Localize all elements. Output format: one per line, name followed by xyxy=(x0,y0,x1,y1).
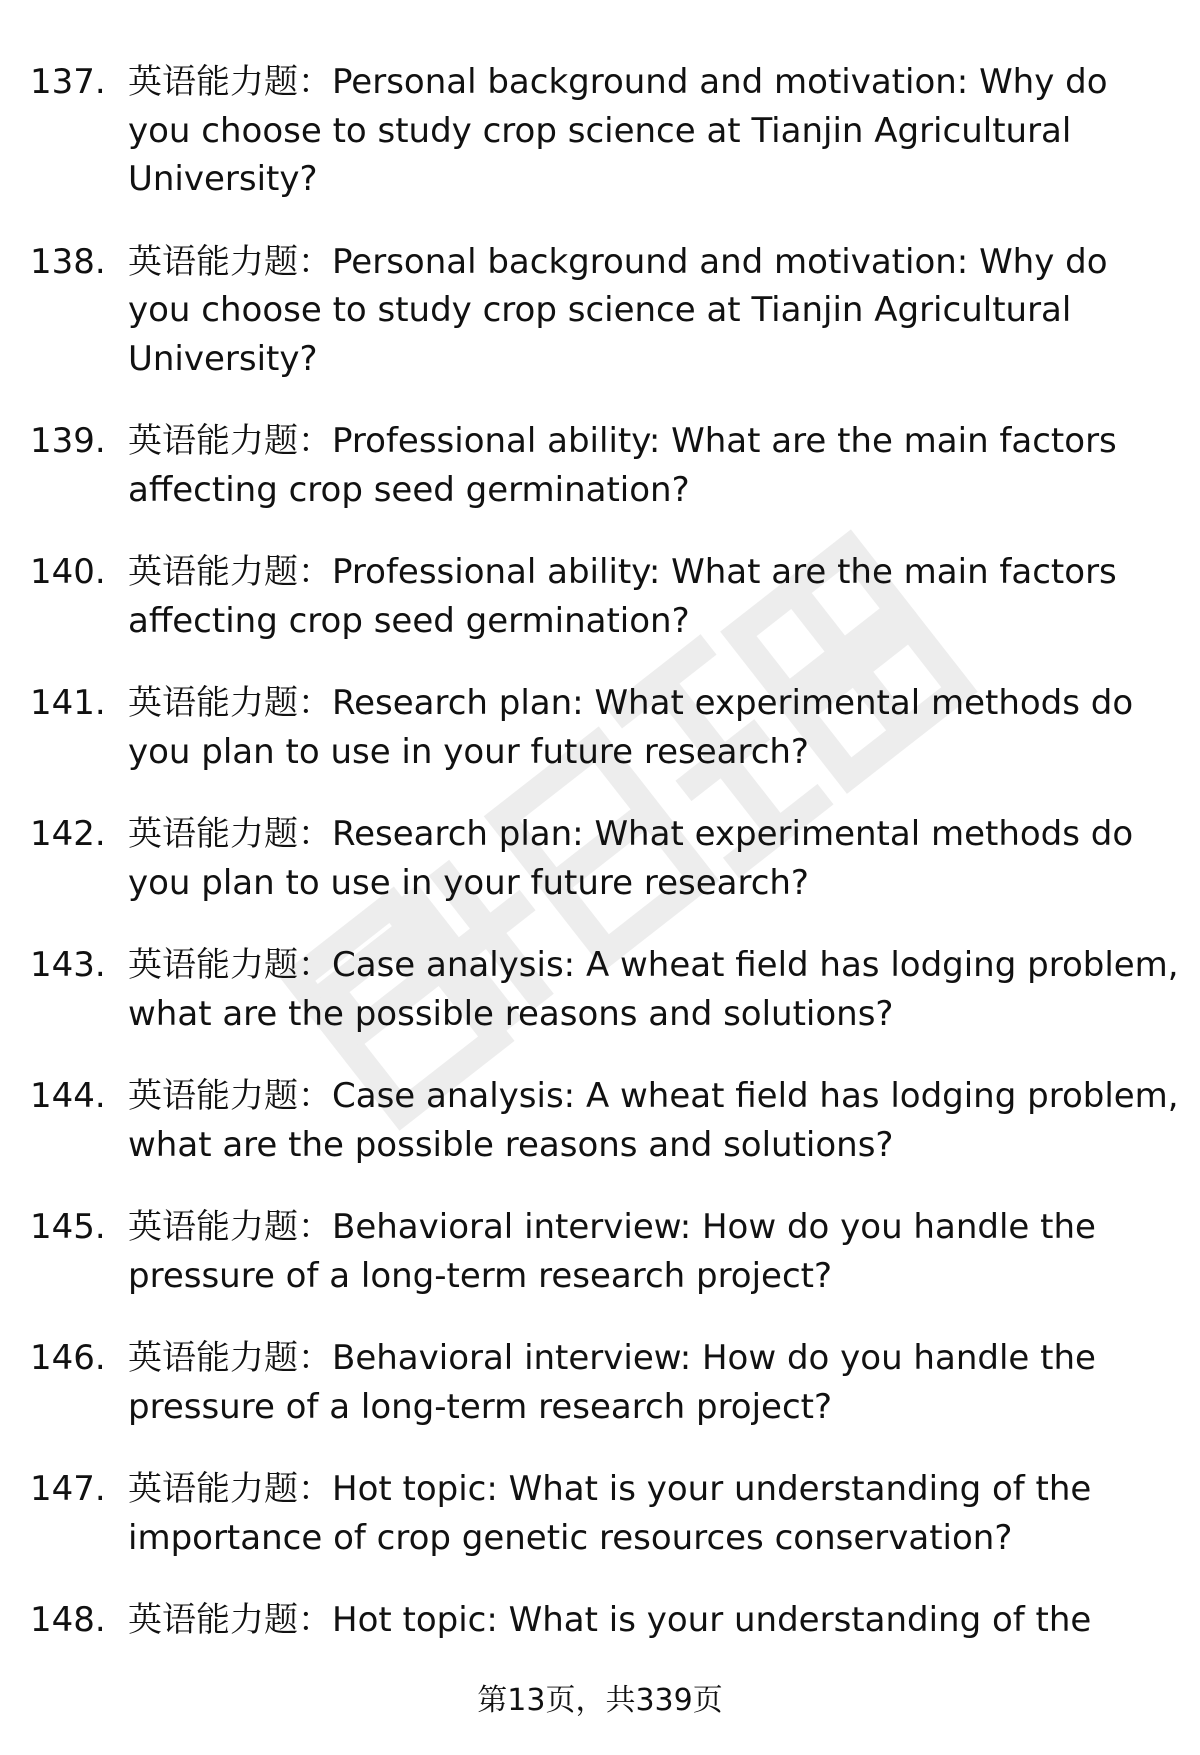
question-category: 英语能力题： xyxy=(128,945,332,985)
question-body xyxy=(128,1465,1180,1562)
question-text: Personal background and motivation: Why do you choose to study crop science at Tianjin Agricultural University? xyxy=(128,62,1108,199)
question-number: 138. xyxy=(30,241,106,282)
question-body xyxy=(128,679,1180,776)
question-category: 英语能力题： xyxy=(128,62,332,102)
question-body xyxy=(128,810,1180,907)
question-text: Research plan: What experimental methods do you plan to use in your future research? xyxy=(128,683,1134,772)
question-body xyxy=(128,238,1180,384)
question-category: 英语能力题： xyxy=(128,421,332,461)
question-category: 英语能力题： xyxy=(128,1600,332,1640)
question-number: 145. xyxy=(30,1207,106,1247)
question-text: Behavioral interview: How do you handle the pressure of a long-term research project? xyxy=(128,1338,1096,1427)
question-item xyxy=(30,1203,1180,1300)
question-category: 英语能力题： xyxy=(128,683,332,723)
question-item xyxy=(30,1334,1180,1431)
question-category: 英语能力题： xyxy=(128,1207,332,1247)
question-body xyxy=(128,1072,1180,1169)
question-category: 英语能力题： xyxy=(128,1076,332,1116)
question-item xyxy=(30,548,1180,645)
question-text: Case analysis: A wheat field has lodging problem, what are the possible reasons and solutions? xyxy=(128,945,1179,1034)
question-number: 143. xyxy=(30,945,106,985)
question-text: Professional ability: What are the main factors affecting crop seed germination? xyxy=(128,552,1117,641)
question-number: 141. xyxy=(30,683,106,723)
question-text: Personal background and motivation: Why do you choose to study crop science at Tianjin Agricultural University? xyxy=(128,241,1108,379)
question-body xyxy=(128,1334,1180,1431)
question-text: Hot topic: What is your understanding of the xyxy=(332,1600,1092,1640)
question-number: 144. xyxy=(30,1076,106,1116)
question-category: 英语能力题： xyxy=(128,814,332,854)
question-number: 140. xyxy=(30,552,106,592)
question-text: Professional ability: What are the main factors affecting crop seed germination? xyxy=(128,421,1117,510)
question-category: 英语能力题： xyxy=(128,552,332,592)
question-item xyxy=(30,1465,1180,1562)
question-text: Behavioral interview: How do you handle the pressure of a long-term research project? xyxy=(128,1207,1096,1296)
question-number: 137. xyxy=(30,62,106,102)
question-text: Case analysis: A wheat field has lodging problem, what are the possible reasons and solutions? xyxy=(128,1076,1179,1165)
question-body xyxy=(128,417,1180,514)
question-text: Research plan: What experimental methods do you plan to use in your future research? xyxy=(128,814,1134,903)
question-body xyxy=(128,941,1180,1038)
question-item xyxy=(30,238,1180,384)
question-item xyxy=(30,1072,1180,1169)
question-item xyxy=(30,941,1180,1038)
question-number: 148. xyxy=(30,1600,106,1640)
question-number: 147. xyxy=(30,1469,106,1509)
question-body xyxy=(128,1596,1180,1645)
question-number: 139. xyxy=(30,421,106,461)
question-body xyxy=(128,548,1180,645)
question-category: 英语能力题： xyxy=(128,1469,332,1509)
question-number: 146. xyxy=(30,1338,106,1378)
page-footer: 第13页，共339页 xyxy=(477,1683,723,1718)
question-category: 英语能力题： xyxy=(128,241,332,282)
question-item xyxy=(30,1596,1180,1645)
question-number: 142. xyxy=(30,814,106,854)
question-list xyxy=(30,58,1180,1679)
question-text: Hot topic: What is your understanding of the importance of crop genetic resources conservation? xyxy=(128,1469,1092,1558)
question-item xyxy=(30,679,1180,776)
question-item xyxy=(30,417,1180,514)
question-item xyxy=(30,810,1180,907)
question-category: 英语能力题： xyxy=(128,1338,332,1378)
question-item xyxy=(30,58,1180,204)
question-body xyxy=(128,1203,1180,1300)
question-body xyxy=(128,58,1180,204)
